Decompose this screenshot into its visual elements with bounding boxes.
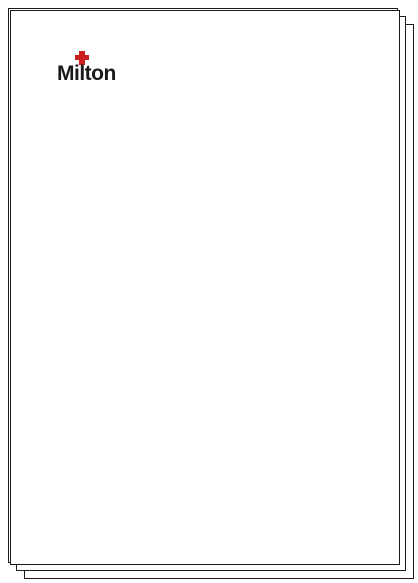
- company-logo: [57, 51, 137, 85]
- logo-wordmark: Milton: [57, 62, 116, 85]
- stacked-page-1: [8, 8, 398, 563]
- document-page: [10, 10, 400, 565]
